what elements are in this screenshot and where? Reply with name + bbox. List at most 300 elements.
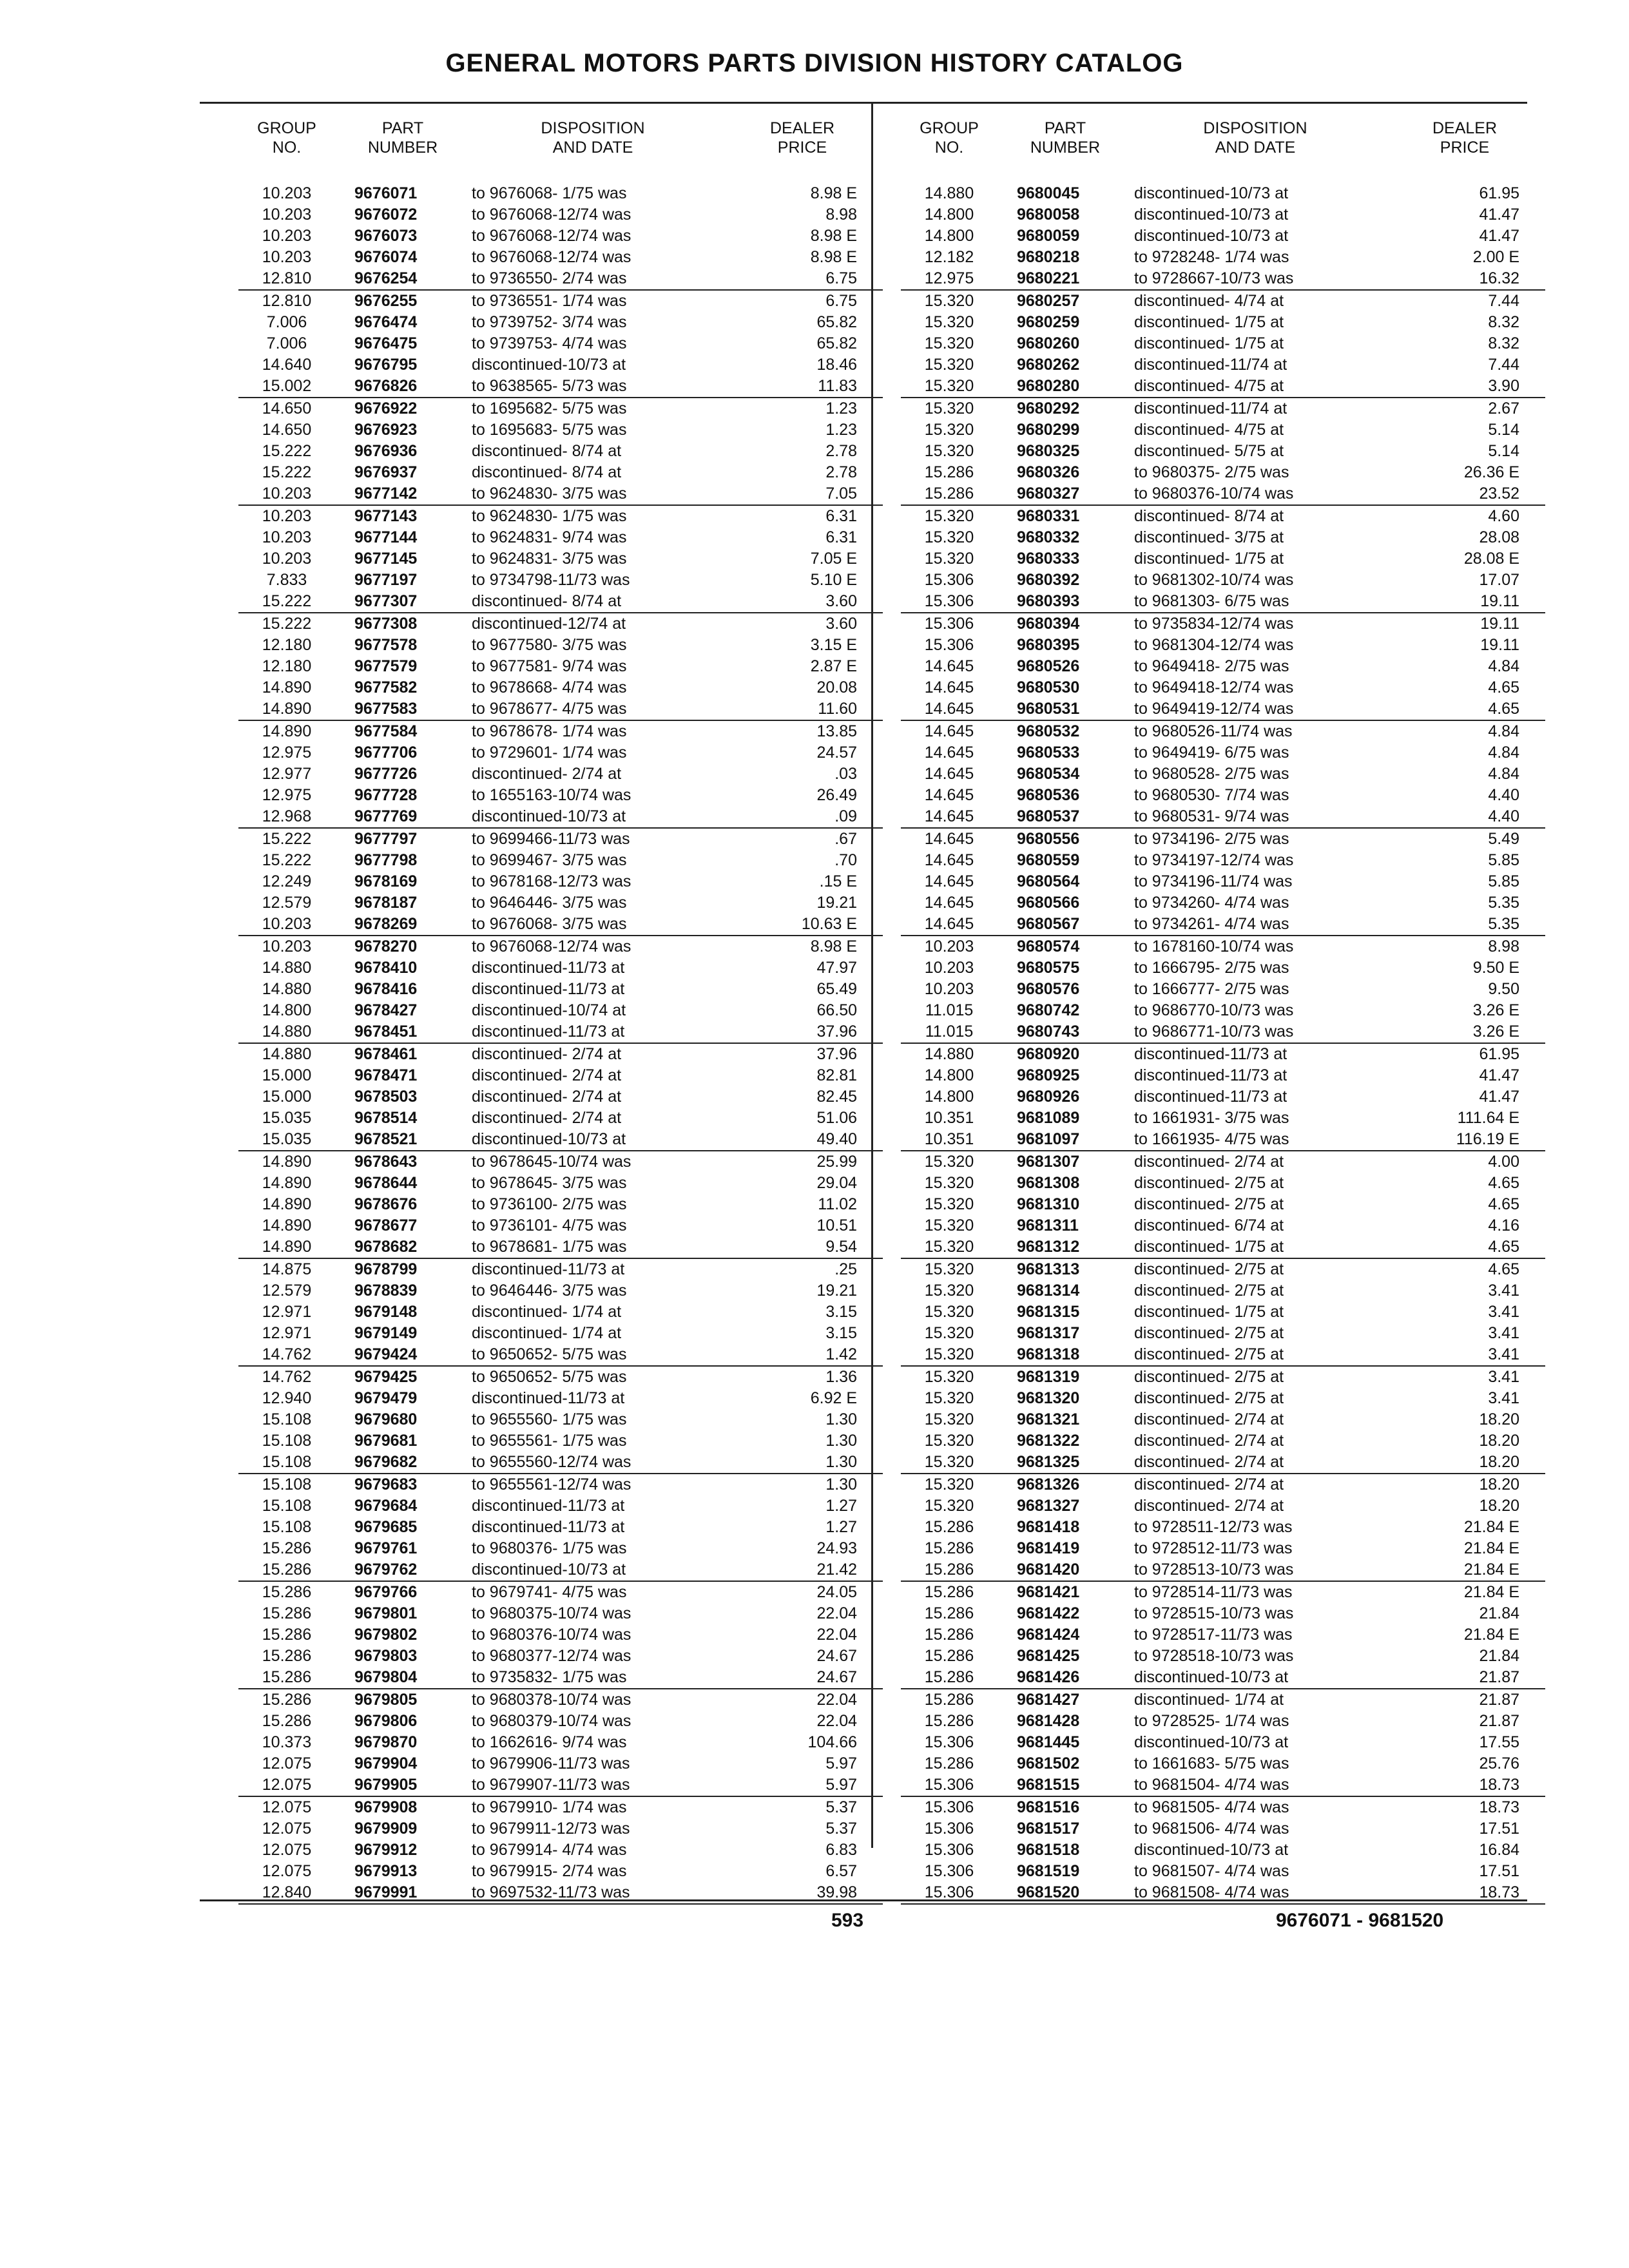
dealer-price-cell: 6.57 bbox=[825, 1862, 857, 1880]
group-no-cell: 15.286 bbox=[924, 463, 974, 481]
disposition-cell: to 9736100- 2/75 was bbox=[472, 1195, 627, 1213]
part-number-cell: 9680394 bbox=[1017, 615, 1080, 633]
part-number-cell: 9681325 bbox=[1017, 1453, 1080, 1471]
part-number-cell: 9680564 bbox=[1017, 872, 1080, 890]
price-header-line2: PRICE bbox=[1440, 139, 1490, 157]
part-number-cell: 9680059 bbox=[1017, 227, 1080, 245]
part-number-cell: 9678676 bbox=[354, 1195, 418, 1213]
disposition-cell: discontinued-11/73 at bbox=[472, 1497, 625, 1515]
disposition-cell: to 1661931- 3/75 was bbox=[1134, 1109, 1289, 1127]
dealer-price-cell: 3.26 E bbox=[1472, 1023, 1519, 1041]
dealer-price-cell: 17.07 bbox=[1479, 571, 1519, 589]
dealer-price-cell: 5.37 bbox=[825, 1820, 857, 1838]
group-no-cell: 10.203 bbox=[262, 485, 312, 503]
group-no-cell: 15.320 bbox=[924, 356, 974, 374]
dealer-price-cell: 65.82 bbox=[816, 313, 857, 331]
dealer-price-cell: 4.40 bbox=[1488, 786, 1519, 804]
group-no-cell: 14.645 bbox=[924, 807, 974, 825]
dealer-price-cell: 19.11 bbox=[1480, 615, 1519, 633]
part-number-cell: 9681426 bbox=[1017, 1668, 1080, 1686]
group-no-cell: 14.645 bbox=[924, 744, 974, 762]
disposition-cell: to 9699466-11/73 was bbox=[472, 830, 630, 848]
disposition-cell: discontinued-11/73 at bbox=[472, 959, 625, 977]
table-row bbox=[901, 613, 1545, 635]
table-row bbox=[238, 1882, 883, 1905]
part-number-cell: 9681420 bbox=[1017, 1561, 1080, 1579]
group-no-cell: 14.875 bbox=[262, 1260, 312, 1278]
table-row bbox=[238, 376, 883, 398]
disposition-cell: discontinued- 2/75 at bbox=[1134, 1195, 1284, 1213]
disposition-cell: discontinued-10/73 at bbox=[472, 1561, 626, 1579]
part-number-cell: 9676254 bbox=[354, 269, 418, 287]
table-row bbox=[238, 398, 883, 419]
part-number-cell: 9680925 bbox=[1017, 1066, 1080, 1084]
part-number-cell: 9676922 bbox=[354, 399, 418, 418]
dealer-price-cell: 61.95 bbox=[1479, 1045, 1519, 1063]
table-row bbox=[238, 785, 883, 806]
part-number-cell: 9680262 bbox=[1017, 356, 1080, 374]
group-no-cell: 15.108 bbox=[262, 1410, 312, 1428]
disposition-cell: to 9681506- 4/74 was bbox=[1134, 1820, 1289, 1838]
group-no-cell: 15.035 bbox=[262, 1109, 312, 1127]
disposition-cell: to 9646446- 3/75 was bbox=[472, 894, 627, 912]
table-row bbox=[901, 1538, 1545, 1559]
group-no-cell: 12.075 bbox=[262, 1798, 312, 1816]
group-no-cell: 15.320 bbox=[924, 1368, 974, 1386]
dealer-price-header bbox=[747, 119, 857, 157]
right-column bbox=[901, 116, 1545, 1901]
disposition-cell: to 9678668- 4/74 was bbox=[472, 678, 627, 697]
table-row bbox=[238, 613, 883, 635]
part-number-cell: 9681314 bbox=[1017, 1282, 1080, 1300]
table-row bbox=[901, 764, 1545, 785]
part-number-cell: 9676255 bbox=[354, 292, 418, 310]
disposition-header-line2: AND DATE bbox=[552, 139, 633, 157]
disposition-cell: to 9681303- 6/75 was bbox=[1134, 592, 1289, 610]
table-row bbox=[901, 721, 1545, 742]
dealer-price-cell: 19.21 bbox=[816, 894, 857, 912]
group-no-cell: 15.286 bbox=[924, 485, 974, 503]
group-header-line1: GROUP bbox=[920, 119, 979, 137]
part-number-cell: 9679682 bbox=[354, 1453, 418, 1471]
dealer-price-cell: 7.44 bbox=[1488, 356, 1519, 374]
part-number-cell: 9679148 bbox=[354, 1303, 418, 1321]
dealer-price-cell: 29.04 bbox=[816, 1174, 857, 1192]
part-number-cell: 9680221 bbox=[1017, 269, 1080, 287]
part-number-cell: 9681097 bbox=[1017, 1130, 1080, 1148]
disposition-cell: to 9678678- 1/74 was bbox=[472, 722, 627, 740]
dealer-price-cell: 2.78 bbox=[825, 442, 857, 460]
group-no-cell: 15.320 bbox=[924, 1195, 974, 1213]
group-no-cell: 15.306 bbox=[924, 592, 974, 610]
table-row bbox=[901, 1646, 1545, 1667]
group-no-cell: 15.286 bbox=[924, 1691, 974, 1709]
part-number-cell: 9681502 bbox=[1017, 1754, 1080, 1773]
dealer-price-cell: 82.81 bbox=[816, 1066, 857, 1084]
group-no-cell: 14.645 bbox=[924, 722, 974, 740]
dealer-price-cell: 6.83 bbox=[825, 1841, 857, 1859]
group-no-cell: 15.222 bbox=[262, 851, 312, 869]
group-no-cell: 14.645 bbox=[924, 765, 974, 783]
table-row bbox=[238, 1367, 883, 1388]
disposition-cell: to 9638565- 5/73 was bbox=[472, 377, 627, 395]
dealer-price-cell: 37.96 bbox=[816, 1045, 857, 1063]
disposition-cell: to 9676068-12/74 was bbox=[472, 206, 631, 224]
dealer-price-cell: 21.84 bbox=[1479, 1604, 1519, 1622]
table-row bbox=[901, 936, 1545, 957]
disposition-cell: to 9681302-10/74 was bbox=[1134, 571, 1294, 589]
dealer-price-cell: 10.63 E bbox=[801, 915, 857, 933]
group-no-cell: 15.320 bbox=[924, 550, 974, 568]
group-no-cell: 15.320 bbox=[924, 1260, 974, 1278]
group-no-cell: 15.320 bbox=[924, 1282, 974, 1300]
part-number-cell: 9680575 bbox=[1017, 959, 1080, 977]
dealer-price-cell: 22.04 bbox=[816, 1712, 857, 1730]
part-number-cell: 9680743 bbox=[1017, 1023, 1080, 1041]
disposition-cell: to 1695683- 5/75 was bbox=[472, 421, 627, 439]
disposition-cell: to 1661683- 5/75 was bbox=[1134, 1754, 1289, 1773]
group-no-cell: 15.286 bbox=[924, 1539, 974, 1557]
disposition-cell: discontinued-10/74 at bbox=[472, 1001, 626, 1019]
dealer-price-cell: 8.32 bbox=[1488, 313, 1519, 331]
table-row bbox=[901, 698, 1545, 721]
disposition-cell: to 9649418-12/74 was bbox=[1134, 678, 1294, 697]
dealer-price-cell: 3.15 bbox=[825, 1324, 857, 1342]
part-number-cell: 9677579 bbox=[354, 657, 418, 675]
part-number-cell: 9676936 bbox=[354, 442, 418, 460]
table-row bbox=[238, 1021, 883, 1044]
part-number-cell: 9677769 bbox=[354, 807, 418, 825]
dealer-price-cell: 8.98 E bbox=[810, 184, 857, 202]
table-row bbox=[238, 1495, 883, 1517]
table-row bbox=[238, 806, 883, 829]
dealer-price-cell: 4.84 bbox=[1488, 744, 1519, 762]
group-no-cell: 14.645 bbox=[924, 700, 974, 718]
part-number-cell: 9680556 bbox=[1017, 830, 1080, 848]
part-number-cell: 9680332 bbox=[1017, 528, 1080, 546]
disposition-cell: to 9729601- 1/74 was bbox=[472, 744, 627, 762]
group-no-cell: 14.890 bbox=[262, 1216, 312, 1235]
table-row bbox=[238, 871, 883, 892]
disposition-cell: to 9681505- 4/74 was bbox=[1134, 1798, 1289, 1816]
group-no-header bbox=[901, 119, 998, 157]
dealer-price-cell: 21.87 bbox=[1479, 1691, 1519, 1709]
table-row bbox=[901, 1151, 1545, 1173]
disposition-cell: to 9686770-10/73 was bbox=[1134, 1001, 1294, 1019]
table-row bbox=[238, 1753, 883, 1774]
disposition-cell: to 9681508- 4/74 was bbox=[1134, 1883, 1289, 1901]
part-number-cell: 9677582 bbox=[354, 678, 418, 697]
group-no-cell: 15.286 bbox=[262, 1626, 312, 1644]
table-row bbox=[238, 419, 883, 441]
dealer-price-cell: 8.98 bbox=[825, 206, 857, 224]
dealer-price-header bbox=[1410, 119, 1519, 157]
disposition-cell: to 9680377-12/74 was bbox=[472, 1647, 631, 1665]
table-row bbox=[238, 742, 883, 764]
disposition-cell: discontinued- 8/74 at bbox=[472, 592, 622, 610]
group-no-cell: 15.320 bbox=[924, 1153, 974, 1171]
disposition-cell: to 9734196-11/74 was bbox=[1134, 872, 1293, 890]
table-row bbox=[901, 1194, 1545, 1215]
table-row bbox=[238, 1044, 883, 1065]
part-number-cell: 9680326 bbox=[1017, 463, 1080, 481]
dealer-price-cell: 3.41 bbox=[1488, 1345, 1519, 1363]
dealer-price-cell: 5.14 bbox=[1488, 421, 1519, 439]
group-no-cell: 14.890 bbox=[262, 1153, 312, 1171]
table-row bbox=[238, 291, 883, 312]
part-number-cell: 9679685 bbox=[354, 1518, 418, 1536]
table-row bbox=[238, 1840, 883, 1861]
table-row bbox=[238, 1302, 883, 1323]
part-number-cell: 9681520 bbox=[1017, 1883, 1080, 1901]
disposition-cell: discontinued- 1/74 at bbox=[472, 1303, 622, 1321]
dealer-price-cell: 21.84 E bbox=[1463, 1539, 1519, 1557]
group-no-cell: 14.645 bbox=[924, 678, 974, 697]
group-no-cell: 7.833 bbox=[266, 571, 307, 589]
group-no-cell: 15.306 bbox=[924, 1733, 974, 1751]
disposition-cell: to 9680528- 2/75 was bbox=[1134, 765, 1289, 783]
dealer-price-cell: 61.95 bbox=[1479, 184, 1519, 202]
dealer-price-cell: .70 bbox=[834, 851, 857, 869]
disposition-cell: discontinued- 2/74 at bbox=[1134, 1497, 1284, 1515]
dealer-price-cell: 24.67 bbox=[816, 1668, 857, 1686]
disposition-cell: to 9680531- 9/74 was bbox=[1134, 807, 1289, 825]
table-row bbox=[901, 785, 1545, 806]
part-number-cell: 9678410 bbox=[354, 959, 418, 977]
disposition-cell: to 9735832- 1/75 was bbox=[472, 1668, 627, 1686]
group-no-cell: 11.015 bbox=[925, 1023, 974, 1041]
table-row bbox=[901, 527, 1545, 548]
disposition-cell: discontinued- 2/74 at bbox=[472, 1045, 622, 1063]
group-no-cell: 14.800 bbox=[924, 227, 974, 245]
dealer-price-cell: 28.08 E bbox=[1463, 550, 1519, 568]
group-no-cell: 15.286 bbox=[262, 1604, 312, 1622]
part-number-cell: 9677307 bbox=[354, 592, 418, 610]
table-row bbox=[238, 677, 883, 698]
dealer-price-cell: 3.60 bbox=[825, 615, 857, 633]
dealer-price-cell: 21.84 bbox=[1479, 1647, 1519, 1665]
dealer-price-cell: 1.30 bbox=[825, 1453, 857, 1471]
disposition-cell: discontinued- 2/74 at bbox=[472, 1109, 622, 1127]
table-row bbox=[238, 1667, 883, 1689]
disposition-cell: to 9624831- 9/74 was bbox=[472, 528, 627, 546]
group-no-cell: 15.306 bbox=[924, 1820, 974, 1838]
part-number-cell: 9680566 bbox=[1017, 894, 1080, 912]
dealer-price-cell: 5.97 bbox=[825, 1776, 857, 1794]
table-row bbox=[238, 1388, 883, 1409]
table-row bbox=[238, 1086, 883, 1108]
dealer-price-cell: 4.84 bbox=[1488, 722, 1519, 740]
group-no-cell: 15.286 bbox=[262, 1583, 312, 1601]
group-no-cell: 15.320 bbox=[924, 1389, 974, 1407]
table-row bbox=[238, 1582, 883, 1603]
price-header-line1: DEALER bbox=[769, 119, 835, 137]
dealer-price-cell: .25 bbox=[834, 1260, 857, 1278]
part-number-cell: 9680393 bbox=[1017, 592, 1080, 610]
table-row bbox=[238, 1151, 883, 1173]
table-row bbox=[901, 204, 1545, 226]
group-no-cell: 15.320 bbox=[924, 528, 974, 546]
table-row bbox=[901, 419, 1545, 441]
dealer-price-cell: 4.65 bbox=[1488, 700, 1519, 718]
dealer-price-cell: 5.10 E bbox=[810, 571, 857, 589]
table-row bbox=[901, 1409, 1545, 1430]
group-no-cell: 15.286 bbox=[262, 1668, 312, 1686]
part-number-cell: 9681317 bbox=[1017, 1324, 1080, 1342]
part-number-cell: 9681418 bbox=[1017, 1518, 1080, 1536]
dealer-price-cell: 5.35 bbox=[1488, 894, 1519, 912]
dealer-price-cell: 4.40 bbox=[1488, 807, 1519, 825]
disposition-cell: discontinued- 2/74 at bbox=[1134, 1432, 1284, 1450]
dealer-price-cell: 4.84 bbox=[1488, 765, 1519, 783]
group-no-cell: 12.977 bbox=[262, 765, 312, 783]
part-number-cell: 9680331 bbox=[1017, 507, 1080, 525]
group-no-cell: 14.800 bbox=[924, 206, 974, 224]
dealer-price-cell: .15 E bbox=[819, 872, 857, 890]
table-row bbox=[901, 1667, 1545, 1689]
part-number-cell: 9680058 bbox=[1017, 206, 1080, 224]
disposition-cell: discontinued- 2/75 at bbox=[1134, 1282, 1284, 1300]
disposition-cell: discontinued- 2/74 at bbox=[472, 765, 622, 783]
disposition-header-line1: DISPOSITION bbox=[541, 119, 645, 137]
group-no-cell: 15.035 bbox=[262, 1130, 312, 1148]
group-no-cell: 10.203 bbox=[262, 915, 312, 933]
disposition-header-line1: DISPOSITION bbox=[1203, 119, 1307, 137]
dealer-price-cell: 25.76 bbox=[1479, 1754, 1519, 1773]
disposition-cell: discontinued- 1/74 at bbox=[472, 1324, 622, 1342]
disposition-cell: discontinued- 6/74 at bbox=[1134, 1216, 1284, 1235]
table-row bbox=[901, 1603, 1545, 1624]
group-no-cell: 15.108 bbox=[262, 1518, 312, 1536]
dealer-price-cell: 1.36 bbox=[825, 1368, 857, 1386]
group-no-cell: 12.968 bbox=[262, 807, 312, 825]
disposition-cell: to 9728511-12/73 was bbox=[1134, 1518, 1293, 1536]
part-number-cell: 9676073 bbox=[354, 227, 418, 245]
part-number-cell: 9679149 bbox=[354, 1324, 418, 1342]
group-no-cell: 10.203 bbox=[262, 937, 312, 956]
part-number-cell: 9681425 bbox=[1017, 1647, 1080, 1665]
group-no-cell: 12.579 bbox=[262, 1282, 312, 1300]
dealer-price-cell: 26.49 bbox=[816, 786, 857, 804]
group-no-cell: 15.320 bbox=[924, 334, 974, 352]
group-no-cell: 14.800 bbox=[924, 1088, 974, 1106]
table-row bbox=[901, 1302, 1545, 1323]
dealer-price-cell: 22.04 bbox=[816, 1626, 857, 1644]
group-no-cell: 15.286 bbox=[924, 1583, 974, 1601]
table-row bbox=[901, 1086, 1545, 1108]
dealer-price-cell: 4.65 bbox=[1488, 1260, 1519, 1278]
disposition-cell: discontinued- 2/74 at bbox=[472, 1088, 622, 1106]
dealer-price-cell: 8.98 bbox=[1488, 937, 1519, 956]
group-no-cell: 10.203 bbox=[924, 980, 974, 998]
table-row bbox=[901, 591, 1545, 613]
group-no-cell: 15.320 bbox=[924, 1174, 974, 1192]
table-row bbox=[901, 1021, 1545, 1044]
disposition-cell: discontinued-11/73 at bbox=[472, 1023, 625, 1041]
disposition-header-line2: AND DATE bbox=[1215, 139, 1296, 157]
table-row bbox=[901, 354, 1545, 376]
group-no-cell: 14.890 bbox=[262, 722, 312, 740]
group-no-cell: 14.645 bbox=[924, 915, 974, 933]
table-row bbox=[238, 635, 883, 656]
table-row bbox=[238, 1603, 883, 1624]
disposition-cell: to 9728513-10/73 was bbox=[1134, 1561, 1294, 1579]
part-number-cell: 9680299 bbox=[1017, 421, 1080, 439]
table-row bbox=[901, 1474, 1545, 1495]
part-number-cell: 9676071 bbox=[354, 184, 418, 202]
part-number-cell: 9677706 bbox=[354, 744, 418, 762]
dealer-price-cell: 19.11 bbox=[1480, 636, 1519, 654]
disposition-cell: to 9680376-10/74 was bbox=[472, 1626, 631, 1644]
disposition-cell: to 9679907-11/73 was bbox=[472, 1776, 630, 1794]
part-number-cell: 9678799 bbox=[354, 1260, 418, 1278]
disposition-cell: discontinued- 2/74 at bbox=[1134, 1410, 1284, 1428]
dealer-price-cell: 25.99 bbox=[816, 1153, 857, 1171]
part-number-cell: 9676475 bbox=[354, 334, 418, 352]
group-no-cell: 14.800 bbox=[924, 1066, 974, 1084]
part-number-cell: 9680534 bbox=[1017, 765, 1080, 783]
disposition-cell: to 9681504- 4/74 was bbox=[1134, 1776, 1289, 1794]
disposition-cell: to 9676068-12/74 was bbox=[472, 227, 631, 245]
table-row bbox=[238, 1517, 883, 1538]
dealer-price-cell: 6.75 bbox=[825, 292, 857, 310]
part-header-line1: PART bbox=[381, 119, 424, 137]
dealer-price-cell: 21.84 E bbox=[1463, 1561, 1519, 1579]
disposition-cell: discontinued-10/73 at bbox=[1134, 1841, 1289, 1859]
disposition-cell: to 9676068-12/74 was bbox=[472, 248, 631, 266]
group-no-cell: 15.320 bbox=[924, 1345, 974, 1363]
table-row bbox=[238, 1689, 883, 1711]
part-number-cell: 9678270 bbox=[354, 937, 418, 956]
disposition-cell: discontinued- 2/74 at bbox=[1134, 1475, 1284, 1494]
disposition-cell: to 9735834-12/74 was bbox=[1134, 615, 1294, 633]
dealer-price-cell: 4.00 bbox=[1488, 1153, 1519, 1171]
part-number-cell: 9679766 bbox=[354, 1583, 418, 1601]
part-number-cell: 9679803 bbox=[354, 1647, 418, 1665]
disposition-cell: discontinued- 3/75 at bbox=[1134, 528, 1284, 546]
part-number-cell: 9681321 bbox=[1017, 1410, 1080, 1428]
dealer-price-cell: 7.44 bbox=[1488, 292, 1519, 310]
group-no-cell: 14.890 bbox=[262, 1195, 312, 1213]
part-number-cell: 9681421 bbox=[1017, 1583, 1080, 1601]
part-number-cell: 9679479 bbox=[354, 1389, 418, 1407]
part-number-cell: 9678451 bbox=[354, 1023, 418, 1041]
part-number-cell: 9678461 bbox=[354, 1045, 418, 1063]
part-number-cell: 9678269 bbox=[354, 915, 418, 933]
dealer-price-cell: 8.32 bbox=[1488, 334, 1519, 352]
dealer-price-cell: 2.67 bbox=[1488, 399, 1519, 418]
group-no-cell: 10.203 bbox=[262, 528, 312, 546]
dealer-price-cell: 9.50 bbox=[1488, 980, 1519, 998]
table-row bbox=[238, 548, 883, 570]
disposition-cell: to 9680375-10/74 was bbox=[472, 1604, 631, 1622]
table-row bbox=[238, 1430, 883, 1452]
table-row bbox=[238, 247, 883, 268]
dealer-price-cell: 6.92 E bbox=[810, 1389, 857, 1407]
dealer-price-cell: 28.08 bbox=[1479, 528, 1519, 546]
group-no-cell: 15.222 bbox=[262, 463, 312, 481]
dealer-price-cell: 17.51 bbox=[1479, 1820, 1519, 1838]
dealer-price-cell: 24.93 bbox=[816, 1539, 857, 1557]
table-row bbox=[901, 742, 1545, 764]
group-no-cell: 15.222 bbox=[262, 830, 312, 848]
part-number-cell: 9678187 bbox=[354, 894, 418, 912]
group-no-cell: 15.320 bbox=[924, 1303, 974, 1321]
part-number-cell: 9680567 bbox=[1017, 915, 1080, 933]
dealer-price-cell: 11.60 bbox=[818, 700, 857, 718]
table-row bbox=[238, 1624, 883, 1646]
part-number-cell: 9676074 bbox=[354, 248, 418, 266]
